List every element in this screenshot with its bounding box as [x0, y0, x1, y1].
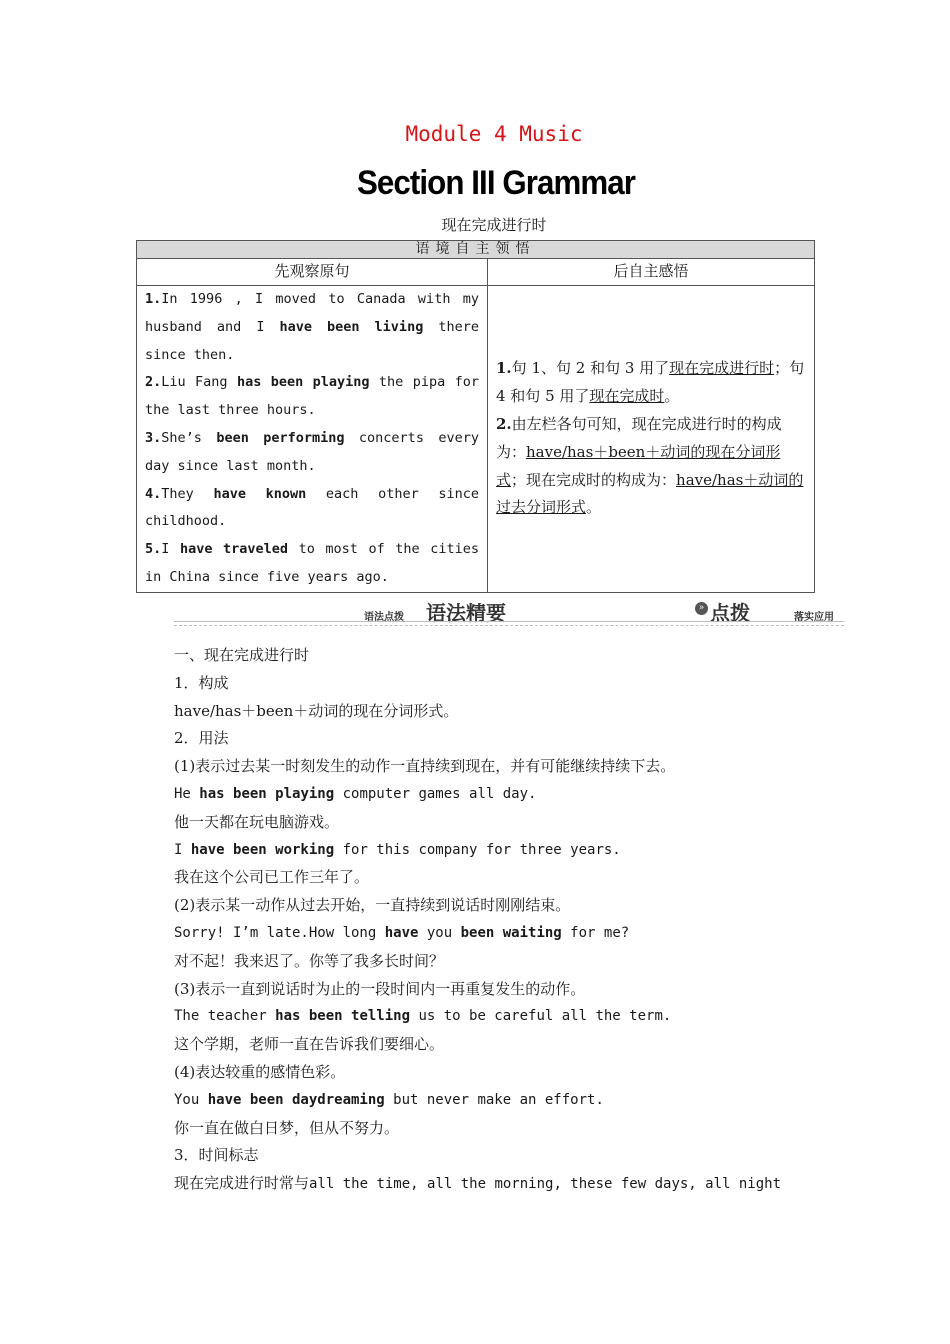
time-markers-text: 现在完成进行时常与all the time, all the morning, these few days, all night	[174, 1174, 782, 1193]
chevron-right-icon: »	[695, 602, 708, 615]
example-en: Sorry! I’m late.How long have you been waiting for me?	[174, 924, 630, 941]
form-text: have/has＋been＋动词的现在分词形式。	[174, 701, 459, 720]
example-en: The teacher has been telling us to be careful all the term.	[174, 1008, 672, 1025]
observation-table	[136, 240, 815, 593]
column-header-reflect: 后自主感悟	[488, 259, 815, 286]
example-sentence: 5.I have traveled to most of the cities in China since five years ago.	[145, 541, 479, 585]
table-band-title: 语境自主领悟	[137, 241, 815, 259]
example-sentences-cell	[137, 286, 488, 593]
banner-title-a: 语法精要	[426, 601, 506, 625]
usage-1: (1)表示过去某一时刻发生的动作一直持续到现在，并有可能继续持续下去。	[174, 757, 676, 776]
subheading-form: 1．构成	[174, 673, 229, 692]
example-en: I have been working for this company for three years.	[174, 841, 621, 858]
usage-4: (4)表达较重的感情色彩。	[174, 1062, 346, 1081]
subheading-usage: 2．用法	[174, 729, 229, 748]
page-subtitle: 现在完成进行时	[441, 216, 547, 234]
reflection-note-2: 2.由左栏各句可知，现在完成进行时的构成为：have/has＋been＋动词的现在分词形式；现在完成时的构成为：have/has＋动词的过去分词形式。	[496, 415, 804, 517]
banner-right-label: 落实应用	[794, 612, 834, 623]
reflection-note-1: 1.句 1、句 2 和句 3 用了现在完成进行时；句 4 和句 5 用了现在完成时。	[496, 359, 805, 406]
grammar-content	[174, 642, 824, 1198]
example-en: He has been playing computer games all day.	[174, 785, 537, 802]
reflection-cell	[488, 286, 815, 593]
subheading-time: 3．时间标志	[174, 1146, 259, 1165]
usage-2: (2)表示某一动作从过去开始，一直持续到说话时刚刚结束。	[174, 896, 571, 915]
usage-3: (3)表示一直到说话时为止的一段时间内一再重复发生的动作。	[174, 979, 586, 998]
example-cn: 这个学期，老师一直在告诉我们要细心。	[174, 1035, 445, 1054]
example-sentence: 4.They have known each other since childhood.	[145, 485, 480, 530]
example-sentence: 2.Liu Fang has been playing the pipa for the last three hours.	[145, 374, 479, 419]
banner-left-label: 语法点拨	[364, 612, 404, 623]
banner-title-b: 点拨	[710, 601, 750, 625]
example-cn: 对不起！我来迟了。你等了我多长时间？	[174, 951, 445, 970]
example-cn: 他一天都在玩电脑游戏。	[174, 812, 340, 831]
example-sentence: 3.She’s been performing concerts every day since last month.	[145, 429, 479, 474]
section-title: Section III Grammar	[356, 164, 636, 202]
example-cn: 我在这个公司已工作三年了。	[174, 868, 370, 887]
column-header-observe: 先观察原句	[137, 259, 488, 286]
example-cn: 你一直在做白日梦，但从不努力。	[174, 1118, 400, 1137]
grammar-banner	[174, 597, 844, 627]
example-en: You have been daydreaming but never make an effort.	[174, 1091, 604, 1108]
example-sentence: 1.In 1996 , I moved to Canada with my husband and I have been living there since then.	[145, 291, 479, 363]
section-heading: 一、现在完成进行时	[174, 646, 310, 664]
banner-divider	[174, 621, 844, 626]
module-title: Module 4 Music	[405, 122, 583, 146]
